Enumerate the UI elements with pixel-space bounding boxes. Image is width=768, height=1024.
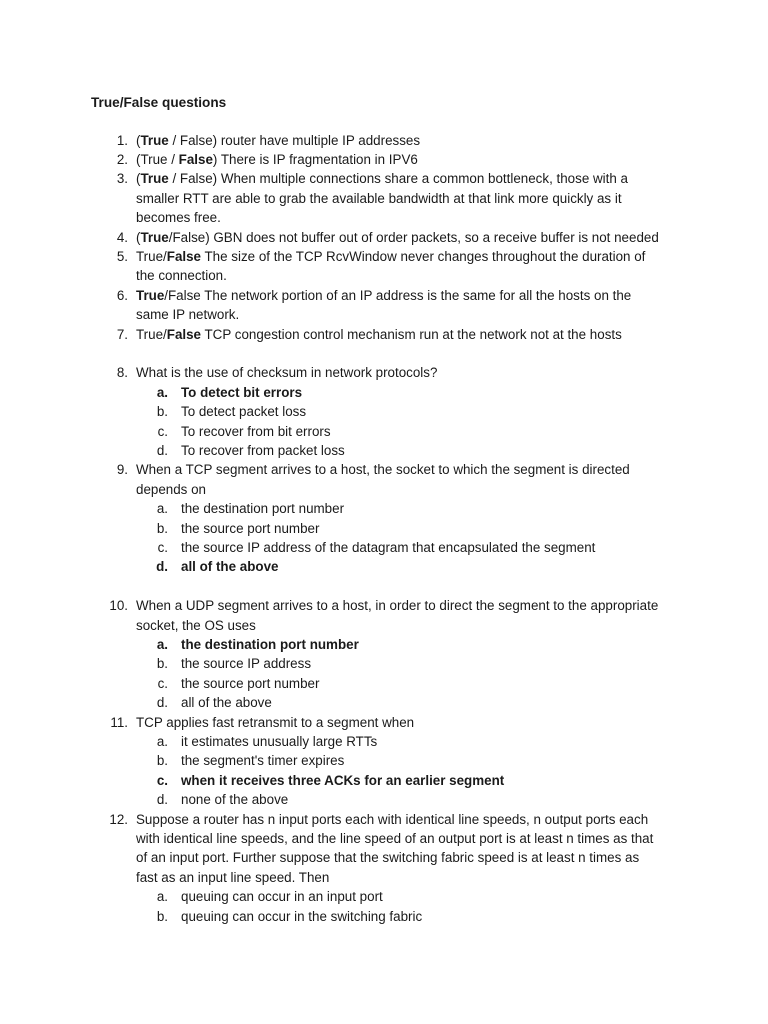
option-letter: d. — [156, 559, 168, 575]
question-text — [136, 325, 622, 344]
option-text: none of the above — [181, 792, 289, 808]
question-text: depends on — [136, 481, 206, 497]
question-text — [136, 228, 659, 247]
option-letter: a. — [156, 501, 168, 517]
correct-option: the destination port number — [181, 636, 359, 652]
option-text: it estimates unusually large RTTs — [181, 733, 378, 749]
answer-bold: True — [140, 229, 169, 245]
statement-text: The size of the TCP RcvWindow never changes throughout the duration of — [201, 248, 646, 264]
question-number: 3. — [116, 171, 128, 187]
option-letter: c. — [157, 675, 168, 691]
option-letter: a. — [156, 889, 168, 905]
statement-text: /False) GBN does not buffer out of order packets, so a receive buffer is not needed — [168, 229, 659, 245]
option-letter: c. — [157, 423, 168, 439]
question-number: 4. — [116, 229, 128, 245]
option-letter: a. — [156, 636, 168, 652]
statement-text: /False The network portion of an IP address is the same for all the hosts on the — [164, 287, 632, 303]
correct-option: when it receives three ACKs for an earlier segment — [181, 772, 505, 788]
question-text-continued: same IP network. — [136, 307, 240, 323]
option-letter: b. — [156, 656, 168, 672]
section-heading: True/False questions — [91, 95, 227, 110]
option-letter: c. — [157, 539, 168, 555]
statement-text: TCP congestion control mechanism run at the network not at the hosts — [201, 326, 622, 342]
question-number: 11. — [110, 714, 128, 730]
question-text: When a UDP segment arrives to a host, in order to direct the segment to the appropriate — [136, 598, 659, 614]
option-text: the destination port number — [181, 501, 345, 517]
answer-bold: True — [140, 132, 169, 148]
option-letter: d. — [156, 695, 168, 711]
question-text — [136, 247, 645, 266]
option-text: To recover from packet loss — [181, 442, 345, 458]
question-text: with identical line speeds, and the line speed of an output port is at least n times as that — [136, 830, 654, 846]
answer-bold: True — [140, 171, 169, 187]
option-text: all of the above — [181, 695, 272, 711]
question-number: 5. — [116, 248, 128, 264]
question-text: What is the use of checksum in network protocols? — [136, 365, 438, 381]
option-text: the source port number — [181, 675, 320, 691]
option-letter: b. — [156, 520, 168, 536]
option-letter: a. — [156, 384, 168, 400]
statement-text: / False) When multiple connections share a common bottleneck, those with a — [168, 171, 628, 187]
question-number: 9. — [116, 462, 128, 478]
answer-bold: True — [136, 287, 165, 303]
statement-text: ( — [136, 132, 141, 148]
question-text-continued: becomes free. — [136, 210, 221, 226]
option-letter: b. — [156, 753, 168, 769]
question-text: of an input port. Further suppose that the switching fabric speed is at least n times as — [136, 850, 640, 866]
question-number: 12. — [109, 811, 128, 827]
option-letter: a. — [156, 733, 168, 749]
option-text: the segment's timer expires — [181, 753, 345, 769]
option-text: the source IP address of the datagram that encapsulated the segment — [181, 539, 596, 555]
question-text — [136, 150, 418, 169]
statement-text: True/ — [136, 248, 167, 264]
answer-bold: False — [166, 248, 202, 264]
correct-option: To detect bit errors — [181, 384, 303, 400]
statement-text: ( — [136, 171, 141, 187]
answer-bold: False — [166, 326, 202, 342]
question-text — [136, 169, 628, 188]
answer-bold: False — [178, 151, 213, 167]
statement-text: (True / — [136, 151, 179, 167]
question-number: 10. — [109, 598, 128, 614]
option-text: queuing can occur in the switching fabric — [181, 908, 423, 924]
option-letter: d. — [156, 442, 168, 458]
statement-text: ( — [136, 229, 141, 245]
option-letter: d. — [156, 792, 168, 808]
option-text: To recover from bit errors — [181, 423, 331, 439]
option-letter: b. — [156, 908, 168, 924]
statement-text: ) There is IP fragmentation in IPV6 — [212, 151, 418, 167]
statement-text: True/ — [136, 326, 167, 342]
option-letter: c. — [156, 772, 168, 788]
option-text: To detect packet loss — [181, 404, 307, 420]
option-text: the source port number — [181, 520, 320, 536]
question-number: 6. — [116, 287, 128, 303]
question-number: 1. — [116, 132, 128, 148]
question-text — [136, 286, 631, 305]
question-text: TCP applies fast retransmit to a segment when — [136, 714, 415, 730]
option-text: queuing can occur in an input port — [181, 889, 383, 905]
option-letter: b. — [156, 404, 168, 420]
question-text: Suppose a router has n input ports each with identical line speeds, n output ports each — [136, 811, 649, 827]
option-text: the source IP address — [181, 656, 312, 672]
question-number: 2. — [116, 151, 128, 167]
question-text — [136, 131, 420, 150]
question-text: fast as an input line speed. Then — [136, 869, 330, 885]
correct-option: all of the above — [181, 559, 279, 575]
question-text: When a TCP segment arrives to a host, the socket to which the segment is directed — [136, 462, 630, 478]
question-number: 7. — [116, 326, 128, 342]
question-text: socket, the OS uses — [136, 617, 256, 633]
question-text-continued: the connection. — [136, 268, 227, 284]
question-text-continued: smaller RTT are able to grab the available bandwidth at that link more quickly as it — [136, 190, 622, 206]
statement-text: / False) router have multiple IP addresses — [168, 132, 421, 148]
question-number: 8. — [116, 365, 128, 381]
